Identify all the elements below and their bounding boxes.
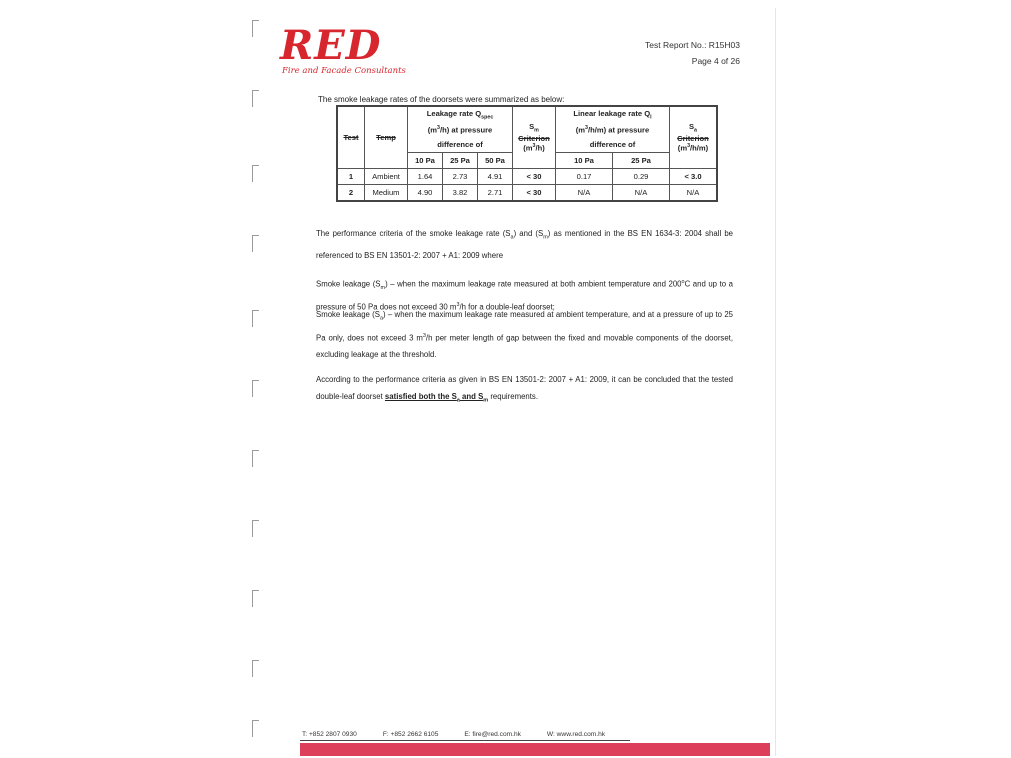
page-number: Page 4 of 26 bbox=[691, 56, 740, 66]
footer-fax: F: +852 2662 6105 bbox=[382, 731, 439, 738]
header-linear-25pa: 25 Pa bbox=[613, 153, 670, 169]
footer-bar bbox=[300, 743, 770, 756]
logo-subtitle: Fire and Facade Consultants bbox=[282, 66, 406, 76]
header-temp: Temp bbox=[365, 106, 408, 169]
paragraph-sa-definition: Smoke leakage $(S_a)$ – when the maximum leakage rate measured at ambient temperature, and at a pressure of up to 25 Pa only, does not exceed 3 $m^3/h$ per meter length of gap between the fixed and movable components of the doorset, excluding leakage at the threshold. bbox=[316, 310, 733, 360]
report-number: Test Report No.: R15H03 bbox=[645, 40, 740, 50]
header-linear-diff: difference of bbox=[556, 137, 670, 153]
table-header-row bbox=[337, 106, 717, 122]
header-sa-criterion: $S_a$ Criterion $(m^3/h/m)$ bbox=[670, 106, 718, 169]
paragraph-sm-definition: Smoke leakage $(S_m)$ – when the maximum leakage rate measured at both ambient temperature and 200$^o$C and up to a pressure of 50 Pa does not exceed 30 $m^3/h$ for a double-leaf doorset; bbox=[316, 279, 733, 312]
header-linear-unit: $(m^3/h/m)$ at pressure bbox=[556, 122, 670, 137]
logo-text: RED bbox=[280, 22, 382, 69]
header-leakage-unit: $(m^3/h)$ at pressure bbox=[408, 122, 513, 137]
table-row: 2 Medium 4.90 3.82 2.71 < 30 N/A N/A N/A bbox=[337, 185, 717, 202]
header-10pa: 10 Pa bbox=[408, 153, 443, 169]
header-test: Test bbox=[337, 106, 365, 169]
smoke-leakage-table bbox=[336, 105, 718, 202]
footer-divider bbox=[300, 740, 630, 741]
header-leakage-rate: Leakage rate $Q_{spec}$ bbox=[408, 106, 513, 122]
header-25pa: 25 Pa bbox=[443, 153, 478, 169]
footer-tel: T: +852 2807 0930 bbox=[302, 731, 357, 738]
company-logo bbox=[280, 22, 406, 84]
paragraph-conclusion: According to the performance criteria as given in BS EN 13501-2: 2007 + A1: 2009, it can be concluded that the tested double-leaf doorset satisfied both the $S_a$ and $S_m$ requirements. bbox=[316, 375, 733, 404]
header-leakage-diff: difference of bbox=[408, 137, 513, 153]
binder-holes bbox=[252, 20, 262, 740]
table-row: 1 Ambient 1.64 2.73 4.91 < 30 0.17 0.29 < 3.0 bbox=[337, 169, 717, 185]
footer-email: E: fire@red.com.hk bbox=[464, 731, 521, 738]
header-linear-10pa: 10 Pa bbox=[556, 153, 613, 169]
header-sm-criterion: $S_m$ Criterion $(m^3/h)$ bbox=[513, 106, 556, 169]
paragraph-criteria: The performance criteria of the smoke leakage rate $(S_a)$ and $(S_m)$ as mentioned in the BS EN 1634-3: 2004 shall be referenced to BS EN 13501-2: 2007 + A1: 2009 where bbox=[316, 229, 733, 260]
header-linear-leakage: Linear leakage rate $Q_l$ bbox=[556, 106, 670, 122]
footer-contacts bbox=[302, 731, 642, 738]
header-50pa: 50 Pa bbox=[478, 153, 513, 169]
intro-text: The smoke leakage rates of the doorsets were summarized as below: bbox=[318, 95, 565, 104]
footer-web: W: www.red.com.hk bbox=[546, 731, 606, 738]
